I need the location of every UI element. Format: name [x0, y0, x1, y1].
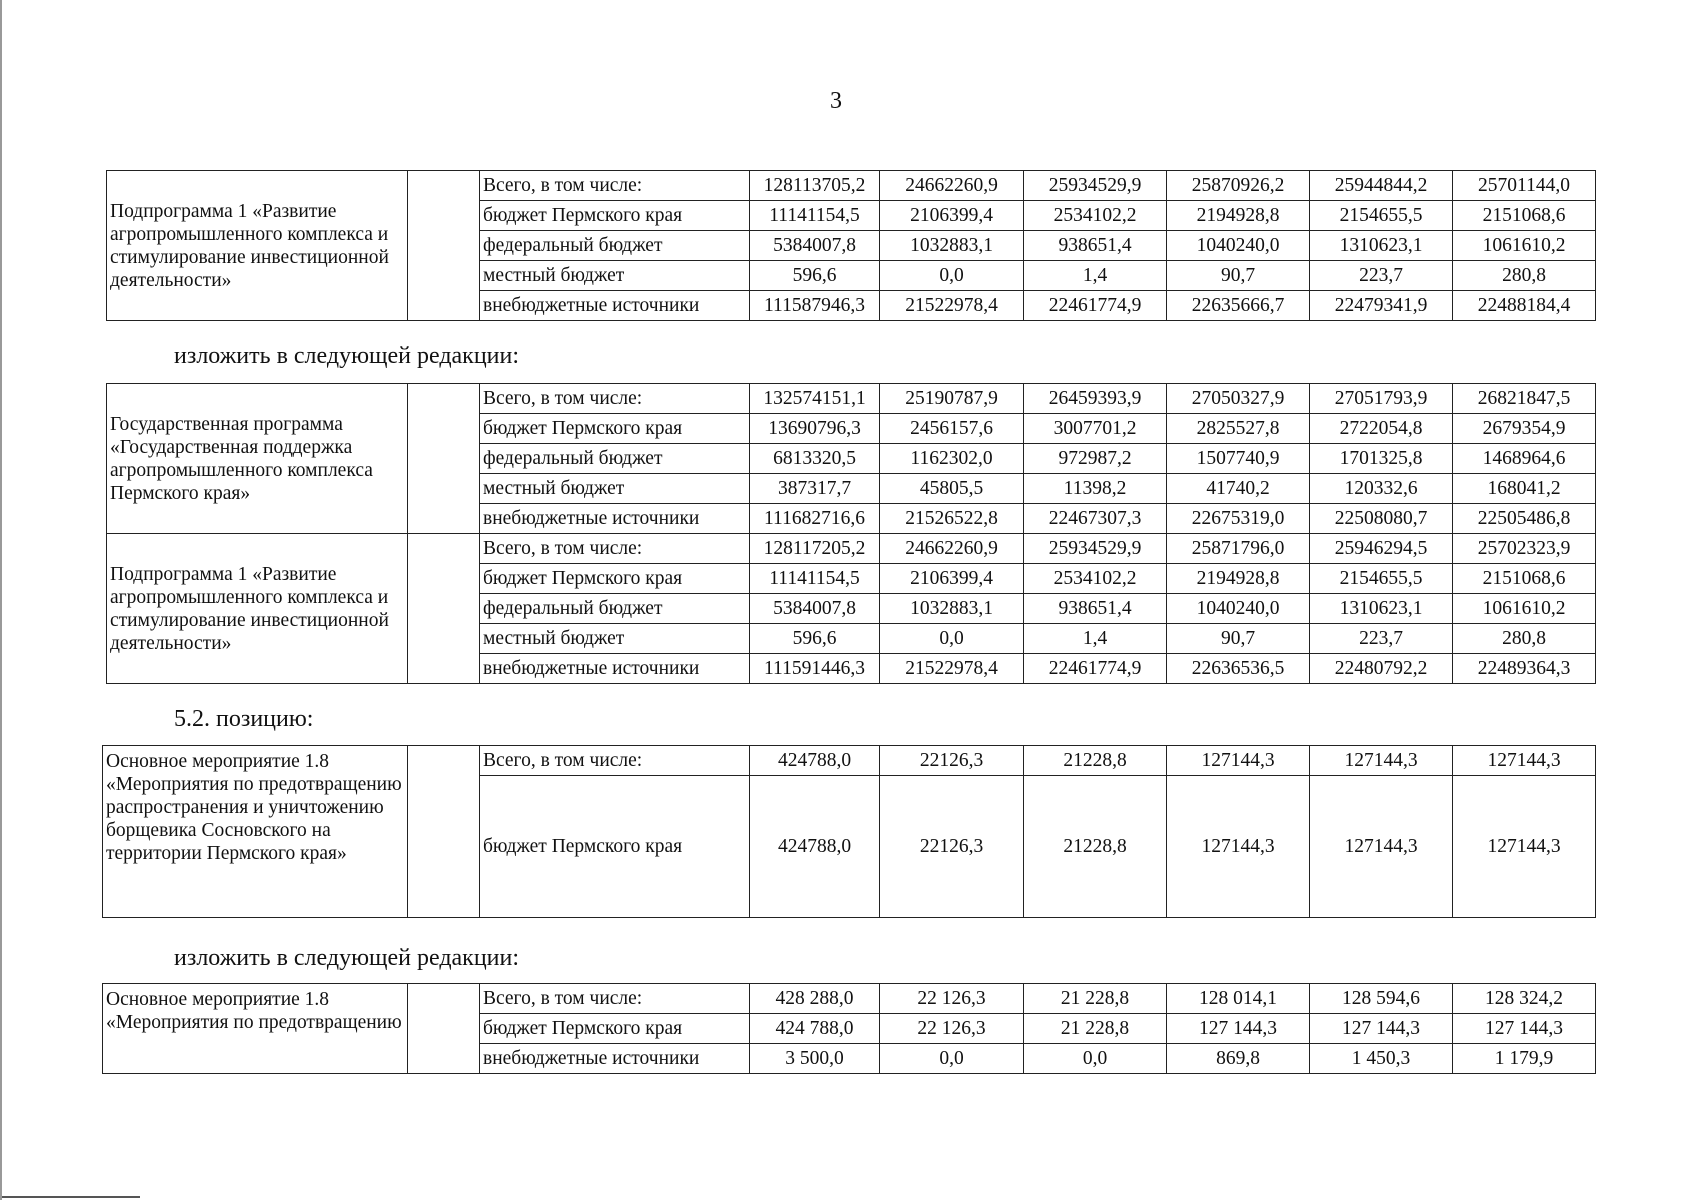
- value-cell: 0,0: [880, 261, 1024, 291]
- source-label: Всего, в том числе:: [480, 171, 750, 201]
- value-cell: 938651,4: [1024, 231, 1167, 261]
- value-cell: 3 500,0: [750, 1044, 880, 1074]
- value-cell: 596,6: [750, 624, 880, 654]
- value-cell: 127144,3: [1453, 776, 1596, 918]
- value-cell: 132574151,1: [750, 384, 880, 414]
- value-cell: 2194928,8: [1167, 564, 1310, 594]
- value-cell: 1040240,0: [1167, 231, 1310, 261]
- value-cell: 21228,8: [1024, 776, 1167, 918]
- source-label: бюджет Пермского края: [480, 414, 750, 444]
- code-cell: [408, 534, 480, 684]
- value-cell: 25871796,0: [1167, 534, 1310, 564]
- value-cell: 25946294,5: [1310, 534, 1453, 564]
- value-cell: 90,7: [1167, 261, 1310, 291]
- value-cell: 22479341,9: [1310, 291, 1453, 321]
- value-cell: 3007701,2: [1024, 414, 1167, 444]
- value-cell: 127144,3: [1453, 746, 1596, 776]
- value-cell: 22508080,7: [1310, 504, 1453, 534]
- code-cell: [408, 984, 480, 1074]
- value-cell: 128 324,2: [1453, 984, 1596, 1014]
- value-cell: 128117205,2: [750, 534, 880, 564]
- value-cell: 128113705,2: [750, 171, 880, 201]
- value-cell: 111587946,3: [750, 291, 880, 321]
- value-cell: 127 144,3: [1453, 1014, 1596, 1044]
- value-cell: 26459393,9: [1024, 384, 1167, 414]
- value-cell: 11398,2: [1024, 474, 1167, 504]
- value-cell: 111682716,6: [750, 504, 880, 534]
- value-cell: 1032883,1: [880, 594, 1024, 624]
- table-row: [107, 384, 1596, 414]
- table-row: [103, 746, 1596, 776]
- value-cell: 2151068,6: [1453, 564, 1596, 594]
- value-cell: 1310623,1: [1310, 594, 1453, 624]
- table-activity-1-8-old: [102, 745, 1596, 918]
- value-cell: 25934529,9: [1024, 171, 1167, 201]
- value-cell: 127144,3: [1167, 776, 1310, 918]
- value-cell: 120332,6: [1310, 474, 1453, 504]
- source-label: местный бюджет: [480, 624, 750, 654]
- value-cell: 22461774,9: [1024, 654, 1167, 684]
- value-cell: 21522978,4: [880, 654, 1024, 684]
- value-cell: 2151068,6: [1453, 201, 1596, 231]
- scan-edge-line: [0, 0, 2, 1200]
- value-cell: 22126,3: [880, 776, 1024, 918]
- value-cell: 25944844,2: [1310, 171, 1453, 201]
- value-cell: 13690796,3: [750, 414, 880, 444]
- value-cell: 22635666,7: [1167, 291, 1310, 321]
- value-cell: 2825527,8: [1167, 414, 1310, 444]
- value-cell: 127 144,3: [1167, 1014, 1310, 1044]
- value-cell: 27051793,9: [1310, 384, 1453, 414]
- value-cell: 41740,2: [1167, 474, 1310, 504]
- value-cell: 2722054,8: [1310, 414, 1453, 444]
- table-subprogram-1-old: [106, 170, 1596, 321]
- code-cell: [408, 384, 480, 534]
- source-label: бюджет Пермского края: [480, 1014, 750, 1044]
- code-cell: [408, 746, 480, 918]
- value-cell: 869,8: [1167, 1044, 1310, 1074]
- value-cell: 11141154,5: [750, 564, 880, 594]
- value-cell: 11141154,5: [750, 201, 880, 231]
- value-cell: 0,0: [880, 1044, 1024, 1074]
- code-cell: [408, 171, 480, 321]
- source-label: федеральный бюджет: [480, 231, 750, 261]
- source-label: Всего, в том числе:: [480, 746, 750, 776]
- program-name: Подпрограмма 1 «Развитие агропромышленного комплекса и стимулирование инвестиционной деятельности»: [107, 534, 408, 684]
- value-cell: 2106399,4: [880, 564, 1024, 594]
- source-label: внебюджетные источники: [480, 504, 750, 534]
- value-cell: 25870926,2: [1167, 171, 1310, 201]
- value-cell: 21 228,8: [1024, 1014, 1167, 1044]
- value-cell: 1,4: [1024, 624, 1167, 654]
- value-cell: 22461774,9: [1024, 291, 1167, 321]
- source-label: федеральный бюджет: [480, 594, 750, 624]
- value-cell: 2106399,4: [880, 201, 1024, 231]
- value-cell: 1040240,0: [1167, 594, 1310, 624]
- value-cell: 22505486,8: [1453, 504, 1596, 534]
- value-cell: 6813320,5: [750, 444, 880, 474]
- scan-edge-line: [0, 1196, 140, 1198]
- value-cell: 1507740,9: [1167, 444, 1310, 474]
- table-activity-1-8-new: [102, 983, 1596, 1074]
- value-cell: 5384007,8: [750, 231, 880, 261]
- value-cell: 127 144,3: [1310, 1014, 1453, 1044]
- value-cell: 22675319,0: [1167, 504, 1310, 534]
- value-cell: 22 126,3: [880, 1014, 1024, 1044]
- program-name: Государственная программа «Государственная поддержка агропромышленного комплекса Пермского края»: [107, 384, 408, 534]
- value-cell: 22480792,2: [1310, 654, 1453, 684]
- section-heading-3: изложить в следующей редакции:: [174, 945, 520, 971]
- value-cell: 21 228,8: [1024, 984, 1167, 1014]
- value-cell: 1 179,9: [1453, 1044, 1596, 1074]
- value-cell: 428 288,0: [750, 984, 880, 1014]
- table-row: [107, 171, 1596, 201]
- value-cell: 21522978,4: [880, 291, 1024, 321]
- value-cell: 424 788,0: [750, 1014, 880, 1044]
- value-cell: 45805,5: [880, 474, 1024, 504]
- value-cell: 21228,8: [1024, 746, 1167, 776]
- value-cell: 0,0: [1024, 1044, 1167, 1074]
- activity-name: Основное мероприятие 1.8 «Мероприятия по предотвращению распространения и уничтожению борщевика Сосновского на территории Пермского края»: [103, 746, 408, 918]
- source-label: внебюджетные источники: [480, 654, 750, 684]
- table-program-new: [106, 383, 1596, 684]
- source-label: местный бюджет: [480, 474, 750, 504]
- table-row: [107, 534, 1596, 564]
- section-heading-1: изложить в следующей редакции:: [174, 343, 520, 369]
- value-cell: 424788,0: [750, 776, 880, 918]
- program-name: Подпрограмма 1 «Развитие агропромышленного комплекса и стимулирование инвестиционной деятельности»: [107, 171, 408, 321]
- value-cell: 25701144,0: [1453, 171, 1596, 201]
- activity-name: Основное мероприятие 1.8 «Мероприятия по предотвращению: [103, 984, 408, 1074]
- value-cell: 168041,2: [1453, 474, 1596, 504]
- source-label: местный бюджет: [480, 261, 750, 291]
- value-cell: 25190787,9: [880, 384, 1024, 414]
- value-cell: 5384007,8: [750, 594, 880, 624]
- value-cell: 90,7: [1167, 624, 1310, 654]
- value-cell: 2534102,2: [1024, 201, 1167, 231]
- value-cell: 223,7: [1310, 624, 1453, 654]
- value-cell: 387317,7: [750, 474, 880, 504]
- value-cell: 1061610,2: [1453, 231, 1596, 261]
- value-cell: 26821847,5: [1453, 384, 1596, 414]
- value-cell: 24662260,9: [880, 534, 1024, 564]
- value-cell: 27050327,9: [1167, 384, 1310, 414]
- value-cell: 223,7: [1310, 261, 1453, 291]
- value-cell: 22 126,3: [880, 984, 1024, 1014]
- value-cell: 2194928,8: [1167, 201, 1310, 231]
- source-label: бюджет Пермского края: [480, 201, 750, 231]
- value-cell: 128 594,6: [1310, 984, 1453, 1014]
- value-cell: 424788,0: [750, 746, 880, 776]
- page-number: 3: [830, 88, 842, 114]
- source-label: Всего, в том числе:: [480, 984, 750, 1014]
- value-cell: 127144,3: [1167, 746, 1310, 776]
- value-cell: 1701325,8: [1310, 444, 1453, 474]
- table-row: [103, 984, 1596, 1014]
- source-label: бюджет Пермского края: [480, 776, 750, 918]
- source-label: бюджет Пермского края: [480, 564, 750, 594]
- section-heading-2: 5.2. позицию:: [174, 706, 314, 732]
- value-cell: 280,8: [1453, 261, 1596, 291]
- value-cell: 972987,2: [1024, 444, 1167, 474]
- value-cell: 25702323,9: [1453, 534, 1596, 564]
- value-cell: 127144,3: [1310, 746, 1453, 776]
- source-label: внебюджетные источники: [480, 291, 750, 321]
- value-cell: 2534102,2: [1024, 564, 1167, 594]
- source-label: Всего, в том числе:: [480, 384, 750, 414]
- value-cell: 1061610,2: [1453, 594, 1596, 624]
- value-cell: 1032883,1: [880, 231, 1024, 261]
- value-cell: 2456157,6: [880, 414, 1024, 444]
- source-label: Всего, в том числе:: [480, 534, 750, 564]
- value-cell: 2154655,5: [1310, 564, 1453, 594]
- value-cell: 2679354,9: [1453, 414, 1596, 444]
- source-label: федеральный бюджет: [480, 444, 750, 474]
- value-cell: 128 014,1: [1167, 984, 1310, 1014]
- value-cell: 21526522,8: [880, 504, 1024, 534]
- value-cell: 2154655,5: [1310, 201, 1453, 231]
- value-cell: 280,8: [1453, 624, 1596, 654]
- source-label: внебюджетные источники: [480, 1044, 750, 1074]
- value-cell: 22488184,4: [1453, 291, 1596, 321]
- value-cell: 22636536,5: [1167, 654, 1310, 684]
- value-cell: 22489364,3: [1453, 654, 1596, 684]
- value-cell: 1,4: [1024, 261, 1167, 291]
- value-cell: 111591446,3: [750, 654, 880, 684]
- value-cell: 0,0: [880, 624, 1024, 654]
- value-cell: 1162302,0: [880, 444, 1024, 474]
- value-cell: 24662260,9: [880, 171, 1024, 201]
- value-cell: 596,6: [750, 261, 880, 291]
- value-cell: 938651,4: [1024, 594, 1167, 624]
- value-cell: 25934529,9: [1024, 534, 1167, 564]
- value-cell: 1310623,1: [1310, 231, 1453, 261]
- value-cell: 22126,3: [880, 746, 1024, 776]
- value-cell: 127144,3: [1310, 776, 1453, 918]
- value-cell: 1 450,3: [1310, 1044, 1453, 1074]
- value-cell: 1468964,6: [1453, 444, 1596, 474]
- value-cell: 22467307,3: [1024, 504, 1167, 534]
